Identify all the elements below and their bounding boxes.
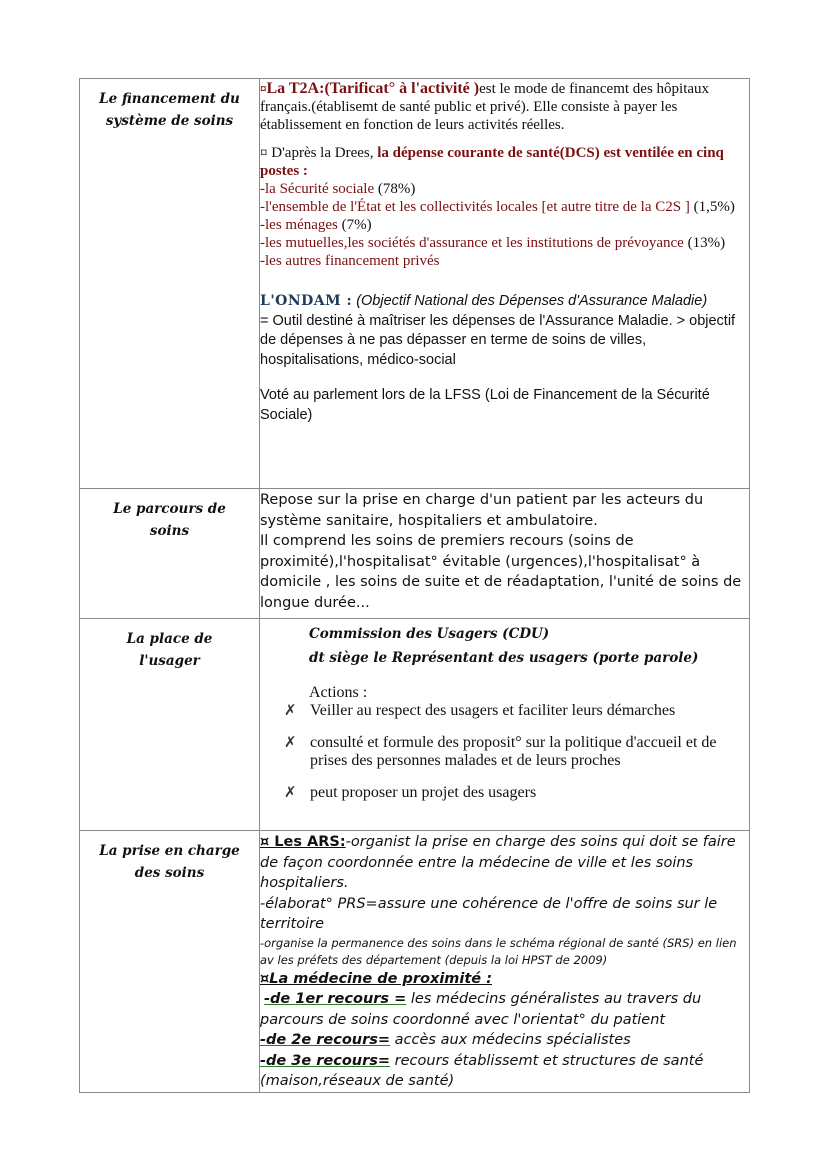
parcours-text xyxy=(260,490,749,613)
dcs-item-text: -les ménages xyxy=(260,217,338,233)
dcs-heading xyxy=(260,144,749,180)
ars-paragraph xyxy=(260,832,749,894)
summary-table xyxy=(79,78,750,1093)
actions-block xyxy=(260,684,749,802)
dcs-item xyxy=(260,252,749,270)
ars-block xyxy=(260,832,749,969)
ondam-heading xyxy=(260,292,749,312)
dcs-item-value: (1,5%) xyxy=(689,199,735,215)
proximite-key: -de 1er recours = xyxy=(264,991,407,1007)
row-label: Le financement du système de soins xyxy=(99,91,240,129)
row-label: Le parcours de soins xyxy=(113,501,226,539)
ars-title: ¤ Les ARS: xyxy=(260,834,346,850)
row-content-cell xyxy=(260,489,750,619)
ars-small: -organise la permanence des soins dans le schéma régional de santé (SRS) en lien av les préfets des département (depuis la loi HPST de 2009) xyxy=(260,935,737,967)
t2a-text: est le mode de financemt des hôpitaux français.(établisemt de santé public et privé). Elle consiste à payer les établissement en fonction de leurs activités réelles. xyxy=(260,81,710,133)
proximite-item xyxy=(260,1030,749,1051)
row-label: La prise en charge des soins xyxy=(99,843,240,881)
ondam-title: L'ONDAM : xyxy=(260,293,353,309)
table-row xyxy=(80,489,750,619)
dcs-item-text: -les mutuelles,les sociétés d'assurance et les institutions de prévoyance xyxy=(260,235,684,251)
t2a-paragraph xyxy=(260,80,749,134)
proximite-block xyxy=(260,969,749,1092)
dcs-block xyxy=(260,144,749,270)
proximite-text: recours établissemt et structures de santé (maison,réseaux de santé) xyxy=(260,1052,704,1089)
table-row xyxy=(80,79,750,489)
t2a-title: La T2A:(Tarificat° à l'activité ) xyxy=(266,80,480,97)
action-text: peut proposer un projet des usagers xyxy=(310,784,537,801)
cross-icon: ✗ xyxy=(284,735,297,751)
proximite-title: ¤La médecine de proximité : xyxy=(260,970,492,987)
action-text: Veiller au respect des usagers et faciliter leurs démarches xyxy=(310,702,676,719)
row-content-cell xyxy=(260,79,750,489)
proximite-item xyxy=(260,989,749,1030)
row-label-cell xyxy=(80,79,260,489)
action-item xyxy=(284,734,749,770)
usager-block xyxy=(260,622,749,670)
dcs-title: la dépense courante de santé(DCS) est ventilée en cinq postes : xyxy=(260,145,724,179)
dcs-item xyxy=(260,216,749,234)
cross-icon: ✗ xyxy=(284,785,297,801)
proximite-key: -de 2e recours= xyxy=(260,1032,391,1048)
row-label-cell xyxy=(80,489,260,619)
dcs-item-value: (13%) xyxy=(683,235,726,251)
row-content-cell xyxy=(260,831,750,1093)
dcs-item-value: (78%) xyxy=(374,181,416,197)
ondam-subtitle: (Objectif National des Dépenses d'Assurance Maladie) xyxy=(352,293,708,309)
cdu-heading: Commission des Usagers (CDU) xyxy=(309,626,550,642)
ondam-block xyxy=(260,292,749,425)
row-content-cell xyxy=(260,619,750,831)
row-label-cell xyxy=(80,619,260,831)
actions-label: Actions : xyxy=(309,684,368,701)
proximite-text: accès aux médecins spécialistes xyxy=(390,1032,631,1048)
t2a-symbol: ¤ xyxy=(260,81,267,96)
ars-text: -organist la prise en charge des soins qui doit se faire de façon coordonnée entre la médecine de ville et les soins hospitaliers. xyxy=(260,834,736,891)
dcs-item-text: -les autres financement privés xyxy=(260,253,440,269)
ondam-vote: Voté au parlement lors de la LFSS (Loi de Financement de la Sécurité Sociale) xyxy=(260,387,710,423)
ars-prs: -élaborat° PRS=assure une cohérence de l'offre de soins sur le territoire xyxy=(260,895,718,932)
row-label: La place de l'usager xyxy=(126,631,213,669)
parcours-text-1: Repose sur la prise en charge d'un patient par les acteurs du système sanitaire, hospitaliers et ambulatoire. xyxy=(260,492,704,529)
dcs-item-text: -la Sécurité sociale xyxy=(260,181,375,197)
cross-icon: ✗ xyxy=(284,703,297,719)
action-item xyxy=(284,784,749,802)
cdu-subheading: dt siège le Représentant des usagers (porte parole) xyxy=(309,650,699,666)
proximite-key: -de 3e recours= xyxy=(260,1052,391,1069)
dcs-item xyxy=(260,198,749,216)
table-row xyxy=(80,619,750,831)
ondam-text: = Outil destiné à maîtriser les dépenses de l'Assurance Maladie. > objectif de dépenses à ne pas dépasser en terme de soins de villes, hospitalisations, médico-social xyxy=(260,312,736,368)
dcs-item-value: (7%) xyxy=(337,217,372,233)
dcs-item xyxy=(260,180,749,198)
action-text: consulté et formule des proposit° sur la politique d'accueil et de prises des personnes malades et de leurs proches xyxy=(310,734,717,769)
dcs-item xyxy=(260,234,749,252)
parcours-text-2: Il comprend les soins de premiers recours (soins de proximité),l'hospitalisat° évitable (urgences),l'hospitalisat° à domicile , les soins de suite et de réadaptation, l'unité de soins de longue durée... xyxy=(260,533,742,611)
proximite-item xyxy=(260,1051,749,1092)
dcs-item-text: -l'ensemble de l'État et les collectivités locales [et autre titre de la C2S ] xyxy=(260,199,690,215)
action-item xyxy=(284,702,749,720)
dcs-lead: ¤ D'après la Drees, xyxy=(260,145,378,161)
proximite-text: les médecins généralistes au travers du parcours de soins coordonné avec l'orientat° du patient xyxy=(260,991,702,1028)
table-row xyxy=(80,831,750,1093)
row-label-cell xyxy=(80,831,260,1093)
